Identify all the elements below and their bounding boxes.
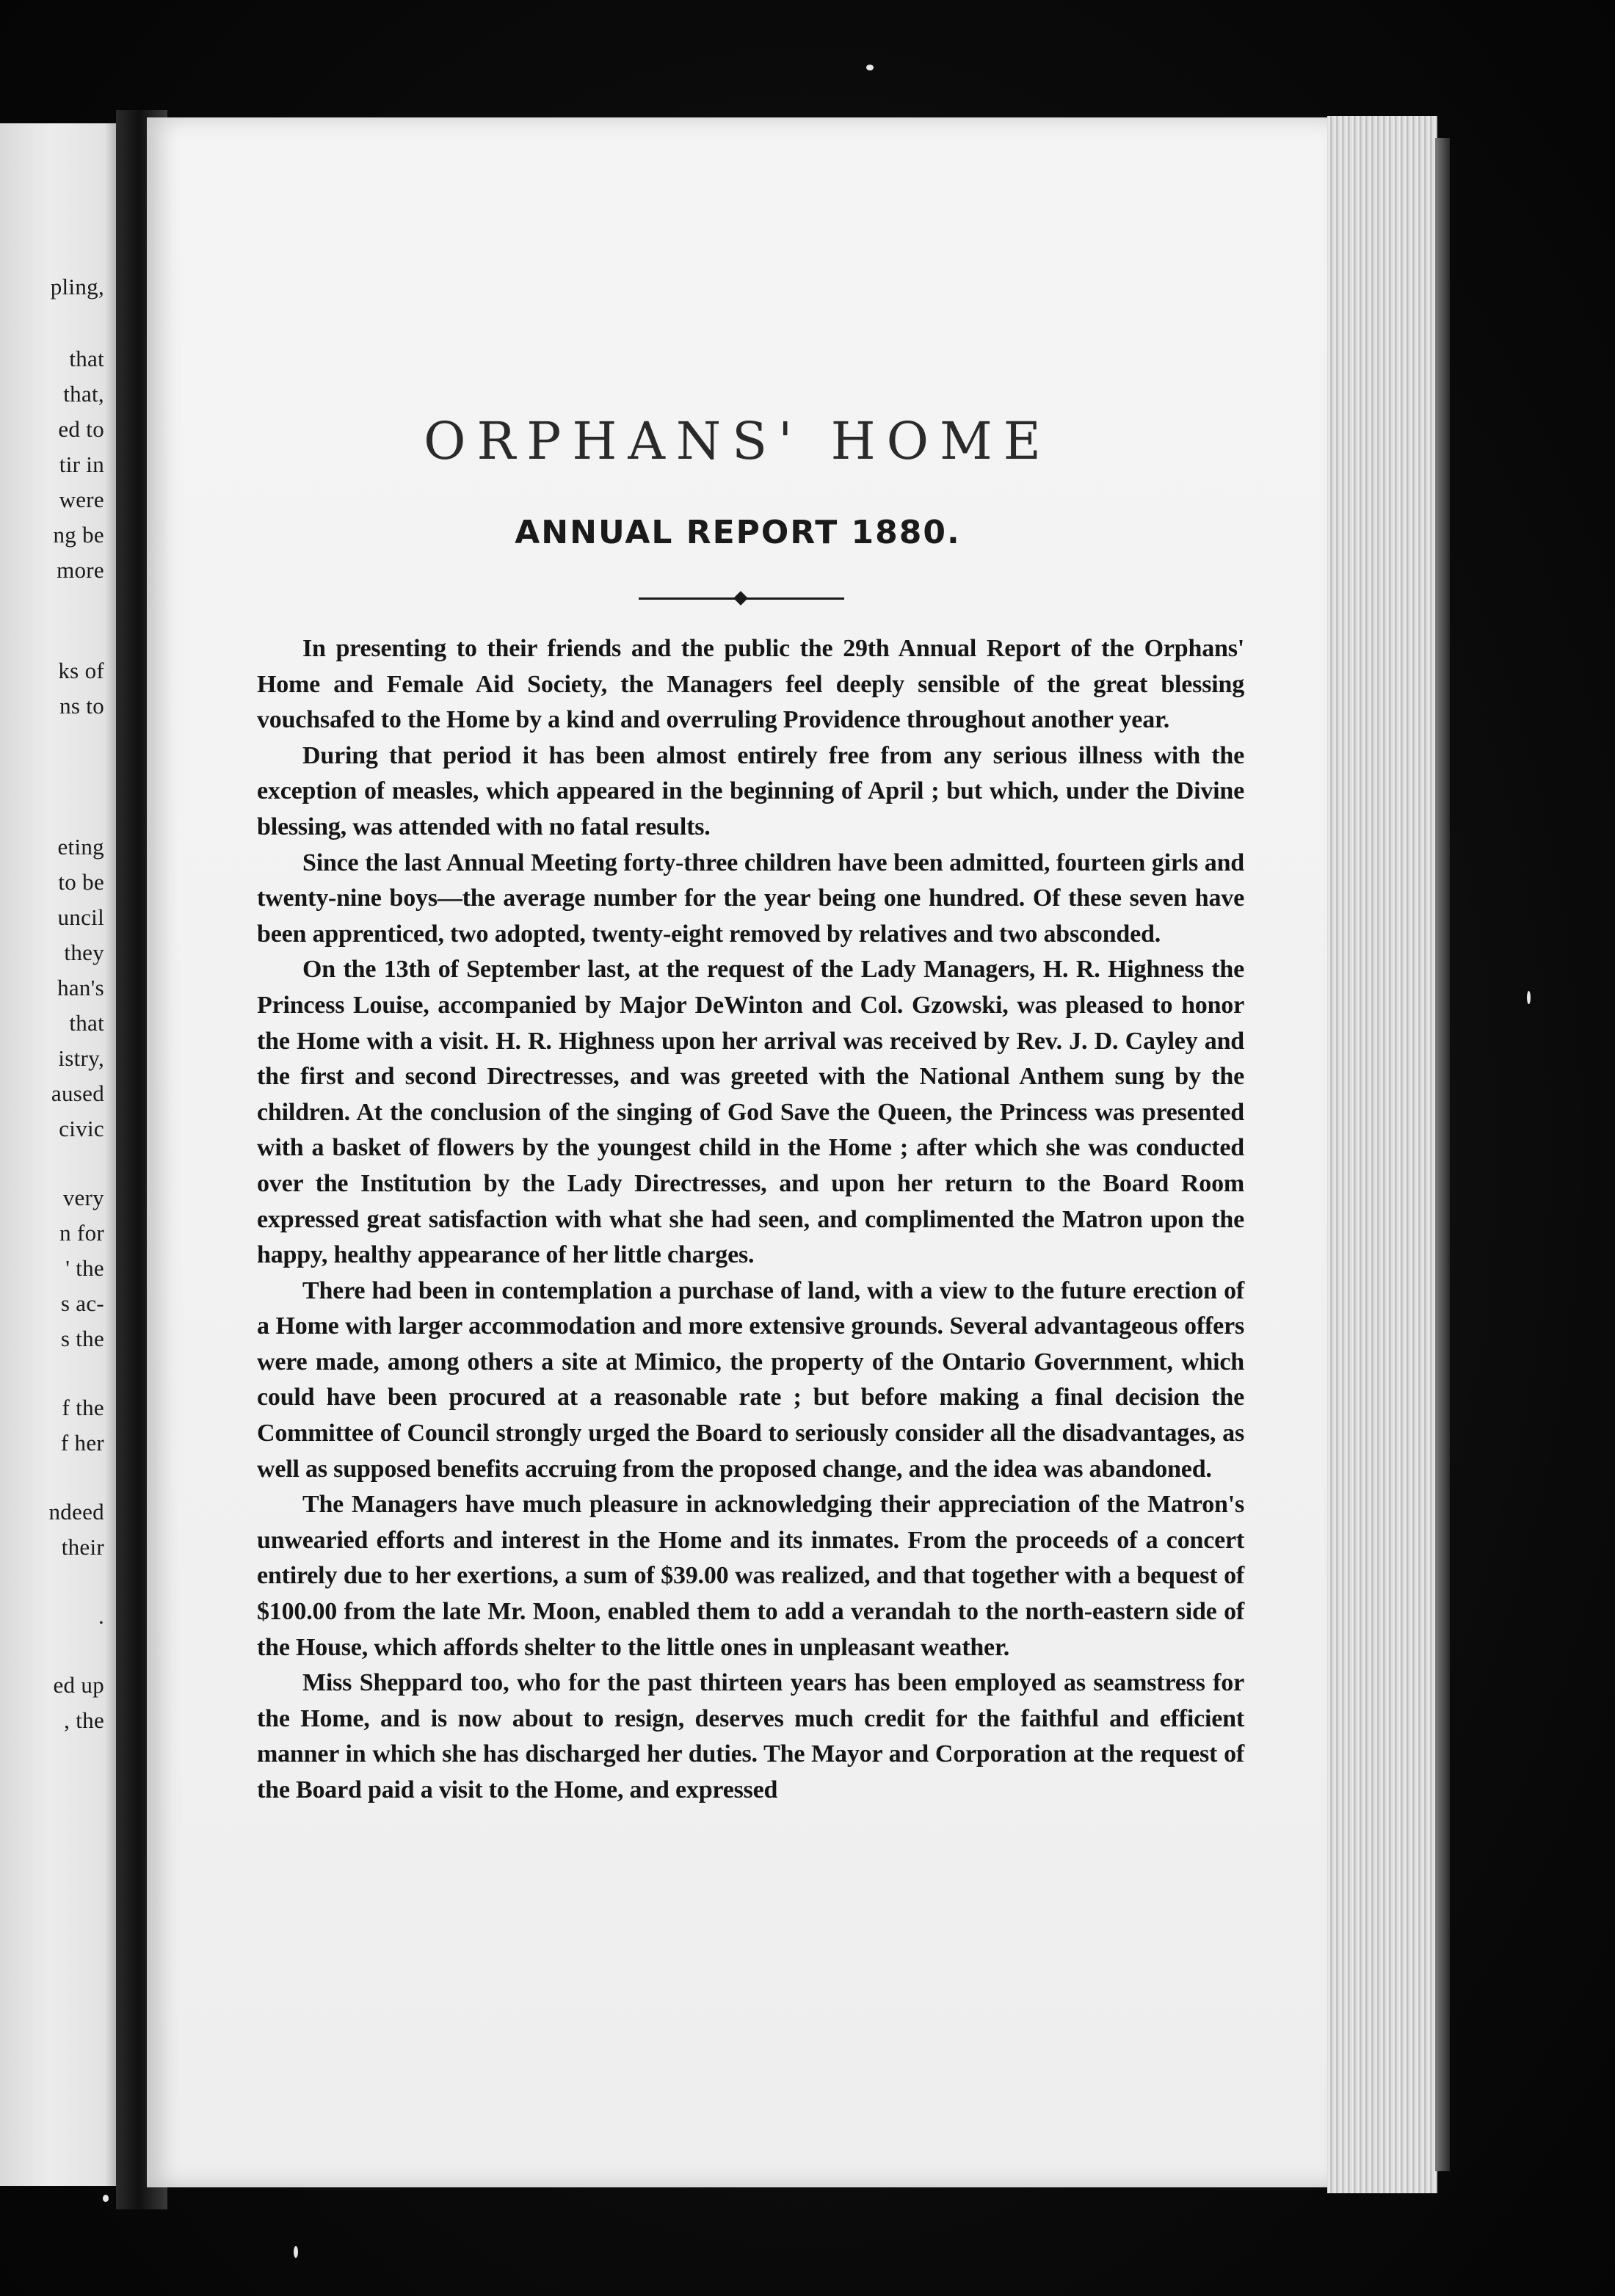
left-page-line: they: [64, 940, 104, 965]
left-page-line: more: [57, 557, 104, 583]
report-body: [257, 631, 1244, 1809]
left-page-line: istry,: [58, 1045, 104, 1071]
paragraph-matron: The Managers have much pleasure in acknowledging their appreciation of the Matron's unwearied efforts and interest in the Home and its inmates. From the proceeds of a concert entirely due to her exertions, a sum of $39.00 was realized, and that together with a bequest of $100.00 from the late Mr. Moon, enabled them to add a verandah to the north-eastern side of the House, which affords shelter to the little ones in unpleasant weather.: [257, 1491, 1244, 1661]
dust-speck: [294, 2246, 298, 2258]
left-page-line: their: [61, 1534, 104, 1560]
dust-speck: [1527, 991, 1531, 1004]
left-page-line: civic: [59, 1116, 104, 1141]
report-subtitle: ANNUAL REPORT 1880.: [515, 514, 961, 551]
left-page-line: tir in: [59, 451, 104, 477]
left-page-line: eting: [57, 834, 104, 860]
left-page-line: f the: [62, 1395, 104, 1420]
paragraph-admissions: Since the last Annual Meeting forty-three children have been admitted, fourteen girls and twenty-nine boys—the average number for the year being one hundred. Of these seven have been apprenticed, two adopted, twenty-eight removed by relatives and two absconded.: [257, 849, 1244, 948]
dust-speck: [866, 65, 874, 70]
left-page-line: .: [98, 1603, 104, 1629]
left-page-line: f her: [60, 1430, 104, 1456]
paragraph-land-purchase: There had been in contemplation a purchase of land, with a view to the future erection of a Home with larger accommodation and more extensive grounds. Several advantageous offers were made, among others a site at Mimico, the property of the Ontario Government, which could have been procured at a reasonable rate ; but before making a final decision the Committee of Council strongly urged the Board to seriously consider all the disadvantages, as well as supposed benefits accruing from the proposed change, and the idea was abandoned.: [257, 1276, 1244, 1483]
left-page-line: ks of: [58, 658, 104, 683]
left-page-line: uncil: [57, 904, 104, 930]
left-page-line: pling,: [50, 274, 104, 299]
dust-speck: [103, 2195, 109, 2202]
paragraph-intro: In presenting to their friends and the public the 29th Annual Report of the Orphans' Home and Female Aid Society, the Managers feel deeply sensible of the great blessing vouchsafed to the Home by a kind and overruling Providence throughout another year.: [257, 635, 1244, 734]
left-page-line: ed up: [53, 1672, 104, 1698]
left-page-line: that: [69, 346, 104, 371]
left-page-line: ' the: [65, 1255, 104, 1281]
left-page-line: ng be: [53, 522, 104, 548]
left-page-line: to be: [58, 869, 104, 895]
left-page-line: han's: [57, 975, 104, 1000]
left-page-line: ns to: [59, 693, 104, 719]
left-page-line: ed to: [58, 416, 104, 442]
page-stack-edge: [1327, 116, 1437, 2193]
left-page-line: n for: [59, 1220, 104, 1246]
paragraph-seamstress: Miss Sheppard too, who for the past thirteen years has been employed as seamstress for the Home, and is now about to resign, deserves much credit for the faithful and efficient manner in which she has discharged her duties. The Mayor and Corporation at the request of the Board paid a visit to the Home, and expressed: [257, 1669, 1244, 1803]
book-cover-edge: [1435, 138, 1450, 2171]
left-page-line: very: [62, 1185, 104, 1210]
left-page-fragment: [0, 123, 123, 2186]
left-page-line: s ac-: [60, 1290, 104, 1316]
page-title: ORPHANS' HOME: [424, 411, 1052, 471]
left-page-line: aused: [51, 1080, 104, 1106]
left-page-line: , the: [64, 1707, 104, 1733]
paragraph-royal-visit: On the 13th of September last, at the request of the Lady Managers, H. R. Highness the Princess Louise, accompanied by Major DeWinton and Col. Gzowski, was pleased to honor the Home with a visit. H. R. Highness upon her arrival was received by Rev. J. D. Cayley and the first and second Directresses, and was greeted with the National Anthem sung by the children. At the conclusion of the singing of God Save the Queen, the Princess was presented with a basket of flowers by the youngest child in the Home ; after which she was conducted over the Institution by the Lady Directresses, and upon her return to the Board Room expressed great satisfaction with what she had seen, and complimented the Matron upon the happy, healthy appearance of her little charges.: [257, 956, 1244, 1269]
left-page-line: that: [69, 1010, 104, 1036]
left-page-line: ndeed: [48, 1499, 104, 1525]
left-page-line: that,: [63, 381, 104, 407]
paragraph-health: During that period it has been almost entirely free from any serious illness with the exception of measles, which appeared in the beginning of April ; but which, under the Divine blessing, was attended with no fatal results.: [257, 741, 1244, 840]
left-page-line: s the: [60, 1326, 104, 1351]
left-page-line: were: [59, 487, 104, 512]
